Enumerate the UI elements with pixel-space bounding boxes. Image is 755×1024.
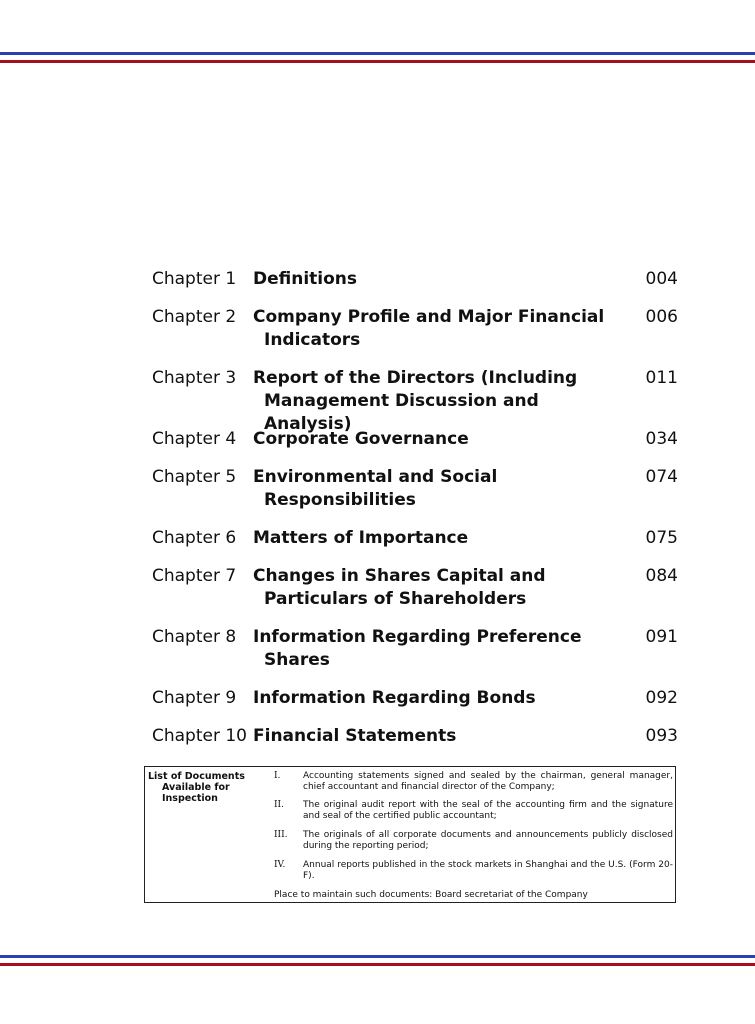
documents-box xyxy=(144,766,676,903)
page-number: 092 xyxy=(645,688,678,708)
item-text: Accounting statements signed and sealed by the chairman, general manager, chief accountant and financial director of the Company; xyxy=(303,771,673,792)
documents-location: Place to maintain such documents: Board secretariat of the Company xyxy=(274,890,588,900)
chapter-title: Environmental and Social Responsibilities xyxy=(253,467,498,510)
toc-entry-2[interactable] xyxy=(152,306,678,367)
chapter-title: Changes in Shares Capital and Particulars of Shareholders xyxy=(253,566,546,609)
chapter-title: Information Regarding Bonds xyxy=(253,688,536,708)
top-rule-red xyxy=(0,60,755,63)
toc-entry-8[interactable] xyxy=(152,626,678,687)
toc-entry-4[interactable] xyxy=(152,428,678,466)
page-number: 084 xyxy=(645,566,678,586)
item-text: The originals of all corporate documents and announcements publicly disclosed during the reporting period; xyxy=(303,830,673,851)
chapter-number: Chapter 10 xyxy=(152,726,248,746)
page-number: 004 xyxy=(645,269,678,289)
chapter-title: Company Profile and Major Financial Indicators xyxy=(253,307,605,350)
bottom-rule-blue xyxy=(0,955,755,958)
chapter-number: Chapter 6 xyxy=(152,528,237,548)
toc-entry-9[interactable] xyxy=(152,687,678,725)
page-number: 075 xyxy=(645,528,678,548)
toc-entry-1[interactable] xyxy=(152,268,678,306)
chapter-number: Chapter 1 xyxy=(152,269,237,289)
page-number: 074 xyxy=(645,467,678,487)
toc-entry-3[interactable] xyxy=(152,367,678,434)
item-number: I. xyxy=(274,771,281,781)
item-text: The original audit report with the seal of the accounting firm and the signature and seal of the certified public accountant; xyxy=(303,800,673,821)
toc-entry-6[interactable] xyxy=(152,527,678,565)
item-number: III. xyxy=(274,830,288,840)
chapter-number: Chapter 7 xyxy=(152,566,237,586)
chapter-number: Chapter 5 xyxy=(152,467,237,487)
chapter-number: Chapter 8 xyxy=(152,627,237,647)
page-number: 011 xyxy=(645,368,678,388)
chapter-number: Chapter 9 xyxy=(152,688,237,708)
bottom-rule-red xyxy=(0,963,755,966)
chapter-title: Definitions xyxy=(253,269,358,289)
toc-entry-5[interactable] xyxy=(152,466,678,527)
chapter-number: Chapter 2 xyxy=(152,307,237,327)
chapter-title: Matters of Importance xyxy=(253,528,469,548)
toc-entry-10[interactable] xyxy=(152,725,678,755)
chapter-title: Financial Statements xyxy=(253,726,457,746)
chapter-number: Chapter 4 xyxy=(152,429,237,449)
chapter-title: Information Regarding Preference Shares xyxy=(253,627,582,670)
item-number: II. xyxy=(274,800,284,810)
toc-entry-7[interactable] xyxy=(152,565,678,626)
top-rule-blue xyxy=(0,52,755,55)
page-number: 006 xyxy=(645,307,678,327)
item-number: IV. xyxy=(274,860,286,870)
item-text: Annual reports published in the stock markets in Shanghai and the U.S. (Form 20-F). xyxy=(303,860,673,881)
page-number: 034 xyxy=(645,429,678,449)
page-number: 093 xyxy=(645,726,678,746)
chapter-number: Chapter 3 xyxy=(152,368,237,388)
chapter-title: Report of the Directors (Including Management Discussion and Analysis) xyxy=(253,368,578,434)
documents-label: List of Documents Available for Inspection xyxy=(148,771,245,804)
page-number: 091 xyxy=(645,627,678,647)
table-of-contents xyxy=(152,268,678,755)
chapter-title: Corporate Governance xyxy=(253,429,469,449)
